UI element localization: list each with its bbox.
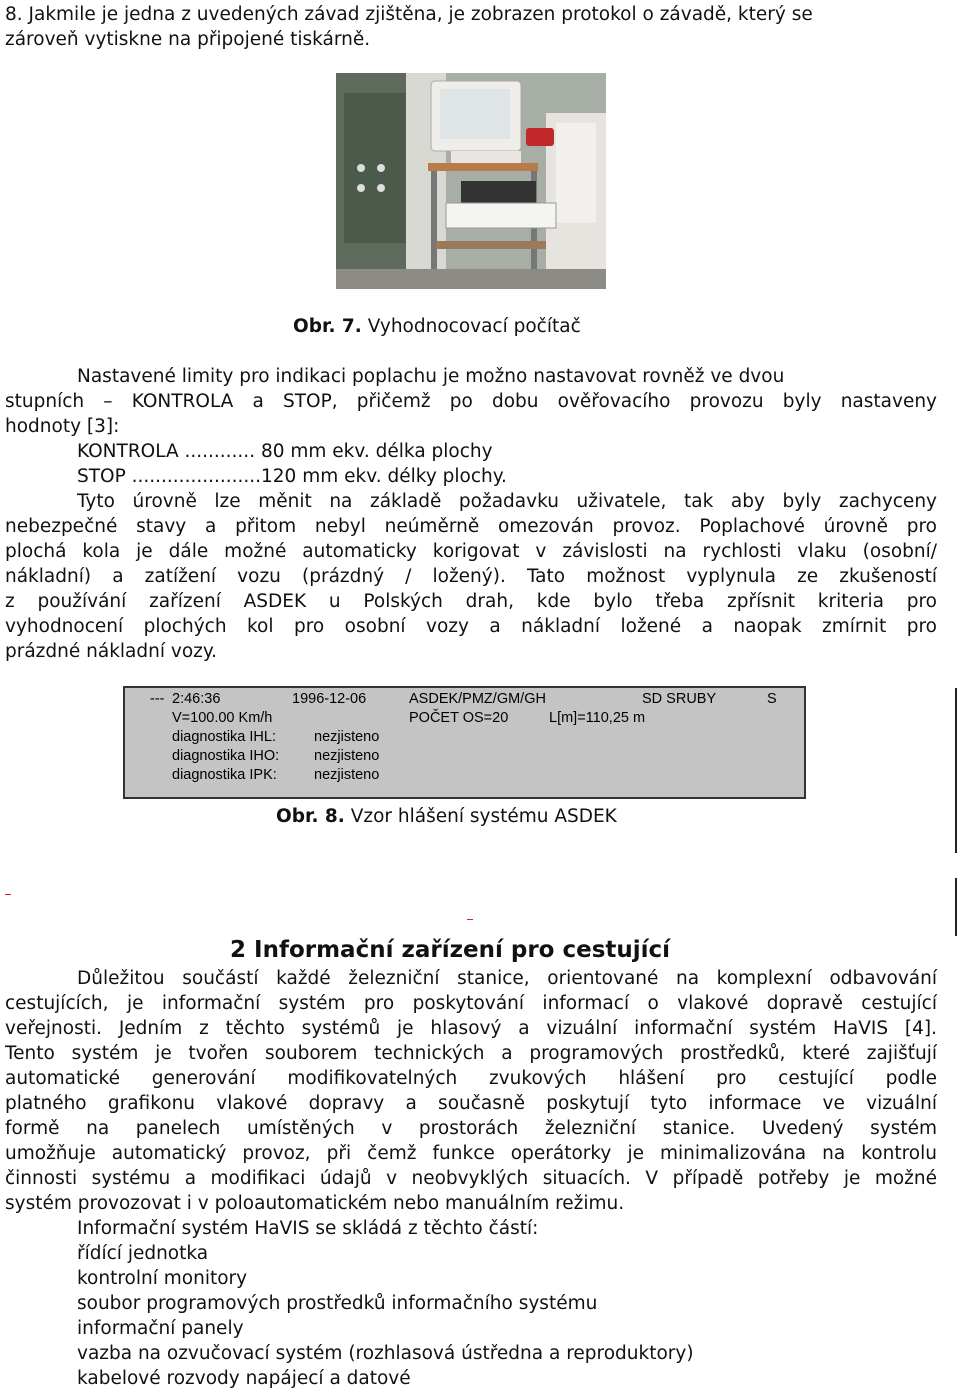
para3-line-3: veřejnosti. Jedním z těchto systémů je hlasový a vizuální informační systém HaVIS [4]. bbox=[5, 1018, 937, 1039]
asdek-path: ASDEK/PMZ/GM/GH bbox=[409, 691, 546, 707]
para1-body bbox=[5, 389, 937, 414]
list-item: kabelové rozvody napájecí a datové bbox=[77, 1368, 411, 1389]
asdek-station: SD SRUBY bbox=[642, 691, 717, 707]
para3-line-1: Důležitou součástí každé železniční stanice, orientované na komplexní odbavování bbox=[77, 968, 937, 989]
para3-line-6: platného grafikonu vlakové dopravy a současně poskytují tyto informace ve vizuální bbox=[5, 1093, 937, 1114]
para2-line-2: nebezpečné stavy a přitom nebyl neúměrně omezován provoz. Poplachové úrovně pro bbox=[5, 516, 937, 537]
computer-photo-illustration bbox=[336, 73, 606, 289]
asdek-flag: S bbox=[767, 691, 777, 707]
para2-line-1: Tyto úrovně lze měnit na základě požadavku uživatele, tak aby byly zachyceny bbox=[77, 491, 937, 512]
limit-kontrola: KONTROLA ............ 80 mm ekv. délka plochy bbox=[77, 441, 493, 462]
para1-line-3: hodnoty [3]: bbox=[5, 416, 120, 437]
asdek-diag-label: diagnostika IHL: bbox=[172, 729, 276, 745]
para2-line-3: plochá kola je dále možné automaticky korigovat v závislosti na rychlosti vlaku (osobní/ bbox=[5, 541, 937, 562]
asdek-diag-label: diagnostika IPK: bbox=[172, 767, 277, 783]
margin-rule bbox=[955, 878, 957, 936]
section-heading: 2 Informační zařízení pro cestující bbox=[230, 937, 671, 963]
asdek-speed: V=100.00 Km/h bbox=[172, 710, 273, 726]
asdek-axle-count: POČET OS=20 bbox=[409, 710, 509, 726]
asdek-report-box bbox=[123, 686, 806, 799]
asdek-diag-value: nezjisteno bbox=[314, 729, 380, 745]
asdek-marker: --- bbox=[150, 691, 165, 707]
list-item: vazba na ozvučovací systém (rozhlasová ústředna a reproduktory) bbox=[77, 1343, 694, 1364]
para1-line-2: stupních – KONTROLA a STOP, přičemž po dobu ověřovacího provozu byly nastaveny bbox=[5, 391, 937, 412]
para2-body bbox=[5, 514, 937, 664]
para3-line-7: formě na panelech umístěných v prostorách železniční stanice. Uvedený systém bbox=[5, 1118, 937, 1139]
list-item: informační panely bbox=[77, 1318, 244, 1339]
intro-line-1: 8. Jakmile je jedna z uvedených závad zjištěna, je zobrazen protokol o závadě, který se bbox=[5, 4, 813, 25]
figure-7-label: Obr. 7. bbox=[293, 316, 362, 337]
figure-8-caption bbox=[276, 804, 617, 829]
para3-line-4: Tento systém je tvořen souborem technických a programových prostředků, které zajišťují bbox=[5, 1043, 937, 1064]
para3-line-8: umožňuje automatický provoz, při čemž funkce operátorky je minimalizována na kontrolu bbox=[5, 1143, 937, 1164]
para2-line-4: nákladní) a zatížení vozu (prázdný / ložený). Tato možnost vyplynula ze zkušeností bbox=[5, 566, 937, 587]
components-intro: Informační systém HaVIS se skládá z těchto částí: bbox=[77, 1218, 539, 1239]
computer-photo bbox=[336, 73, 606, 289]
margin-rule bbox=[955, 688, 957, 853]
asdek-diag-value: nezjisteno bbox=[314, 767, 380, 783]
figure-7-caption bbox=[293, 314, 581, 339]
para3-line-2: cestujících, je informační systém pro poskytování informací o vlakové dopravě cestující bbox=[5, 993, 937, 1014]
asdek-length: L[m]=110,25 m bbox=[549, 710, 646, 726]
figure-7-text: Vyhodnocovací počítač bbox=[367, 316, 581, 337]
para3-line-10: systém provozovat i v poloautomatickém nebo manuálním režimu. bbox=[5, 1193, 625, 1214]
para1-line-1: Nastavené limity pro indikaci poplachu je možno nastavovat rovněž ve dvou bbox=[77, 366, 785, 387]
havis-components bbox=[77, 1216, 694, 1391]
margin-dash bbox=[5, 894, 11, 895]
para2-line-5: z používání zařízení ASDEK u Polských drah, kde bylo třeba zpřísnit kriteria pro bbox=[5, 591, 937, 612]
para3-line-5: automatické generování modifikovatelných zvukových hlášení pro cestující podle bbox=[5, 1068, 937, 1089]
margin-dash bbox=[467, 919, 473, 920]
asdek-diag-value: nezjisteno bbox=[314, 748, 380, 764]
asdek-date: 1996-12-06 bbox=[292, 691, 367, 707]
limit-stop: STOP ......................120 mm ekv. délky plochy. bbox=[77, 466, 507, 487]
list-item: kontrolní monitory bbox=[77, 1268, 248, 1289]
para2-line-6: vyhodnocení plochých kol pro osobní vozy a nákladní ložené a naopak zmírnit pro bbox=[5, 616, 937, 637]
intro-line-2: zároveň vytiskne na připojené tiskárně. bbox=[5, 29, 371, 50]
list-item: soubor programových prostředků informačního systému bbox=[77, 1293, 598, 1314]
para3-line-9: činnosti systému a modifikaci údajů v neobvyklých situacích. V případě potřeby je možné bbox=[5, 1168, 937, 1189]
figure-8-text: Vzor hlášení systému ASDEK bbox=[350, 806, 617, 827]
asdek-diag-label: diagnostika IHO: bbox=[172, 748, 280, 764]
para2-line-7: prázdné nákladní vozy. bbox=[5, 641, 218, 662]
para3-body bbox=[5, 991, 937, 1216]
asdek-time: 2:46:36 bbox=[172, 691, 221, 707]
list-item: řídící jednotka bbox=[77, 1243, 209, 1264]
figure-8-label: Obr. 8. bbox=[276, 806, 345, 827]
